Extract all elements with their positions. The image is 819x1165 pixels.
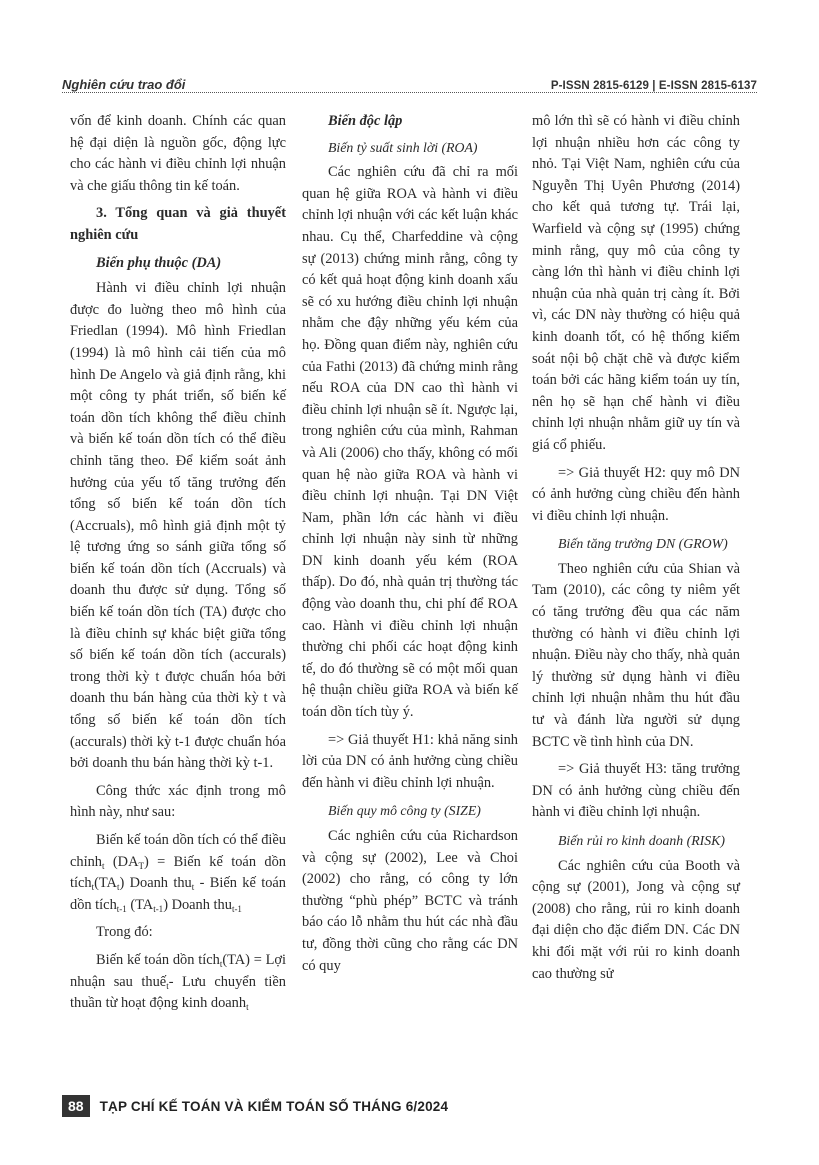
- header-divider: [62, 92, 757, 93]
- paragraph: Các nghiên cứu của Richardson và cộng sự (2002), Lee và Choi (2002) cho rằng, có công ty lớn thường “phù phép” BCTC và tránh báo cáo lỗ nhằm thu hút các nhà đầu tư, đồng thời cũng cho rằng các DN có quy: [302, 828, 518, 974]
- page-number: 88: [62, 1095, 90, 1117]
- paragraph: Trong đó:: [96, 924, 153, 941]
- column-2: [302, 111, 518, 983]
- hypothesis-h1: => Giả thuyết H1: khả năng sinh lời của DN có ảnh hưởng cùng chiều đến hành vi điều chỉnh lợi nhuận.: [302, 731, 518, 791]
- subheading-roa: Biến tỷ suất sinh lời (ROA): [328, 139, 478, 155]
- paragraph: Theo nghiên cứu của Shian và Tam (2010), các công ty niêm yết có tăng trưởng đều qua các năm thường có hành vi điều chỉnh lợi nhuận. Điều này cho thấy, nhà quản lý thường sử dụng hành vi điều chỉnh lợi nhuận nhằm thu hút đầu tư và đánh lừa người sử dụng BCTC về tình hình của DN.: [532, 560, 740, 750]
- subheading-grow: Biến tăng trưởng DN (GROW): [558, 536, 728, 552]
- journal-title: TẠP CHÍ KẾ TOÁN VÀ KIỂM TOÁN SỐ THÁNG 6/2024: [99, 1098, 449, 1114]
- column-3: [532, 111, 740, 991]
- paragraph: mô lớn thì sẽ có hành vi điều chỉnh lợi nhuận nhiều hơn các công ty nhỏ. Tại Việt Nam, nghiên cứu của Nguyễn Thị Uyên Phương (2014) cho kết quả tương tự. Trái lại, Warfield và cộng sự (1995) chứng minh rằng, quy mô của công ty càng lớn thì hành vi điều chỉnh lợi nhuận của nhà quản trị càng ít. Bởi vì, các DN này thường có hiệu quả kinh doanh tốt, có hệ thống kiểm soát nội bộ chặt chẽ và được kiểm toán bởi các hãng kiểm toán uy tín, nên họ sẽ hạn chế hành vi điều chỉnh lợi nhuận nhằm giữ uy tín và giá cổ phiếu.: [532, 113, 740, 453]
- paragraph: vốn để kinh doanh. Chính các quan hệ đại diện là nguồn gốc, động lực cho các hành vi điều chỉnh lợi nhuận và che giấu thông tin kế toán.: [70, 113, 286, 194]
- subheading-risk: Biến rủi ro kinh doanh (RISK): [558, 833, 725, 848]
- section-label: Nghiên cứu trao đổi: [62, 77, 186, 92]
- hypothesis-h3: => Giả thuyết H3: tăng trưởng DN có ảnh hưởng cùng chiều đến hành vi điều chỉnh lợi nhuận.: [532, 761, 740, 821]
- subheading-size: Biến quy mô công ty (SIZE): [328, 803, 481, 819]
- hypothesis-h2: => Giả thuyết H2: quy mô DN có ảnh hưởng cùng chiều đến hành vi điều chỉnh lợi nhuận.: [532, 464, 740, 524]
- paragraph: Công thức xác định trong mô hình này, như sau:: [70, 782, 286, 821]
- paragraph: Các nghiên cứu của Booth và cộng sự (2001), Jong và cộng sự (2008) cho rằng, rủi ro kinh doanh đại diện cho đặc điểm DN. Các DN khi đối mặt với rủi ro kinh doanh cao thường sử: [532, 857, 740, 982]
- subheading-independent-variables: Biến độc lập: [328, 113, 403, 129]
- section-heading: 3. Tổng quan và giả thuyết nghiên cứu: [70, 205, 286, 243]
- formula-da: Biến kế toán dồn tích có thể điều chỉnh$_t$ $(DA_T)$ = Biến kế toán dồn $tích_t(TA_t)$ Doanh thu$_t$ - Biến kế toán dồn tích$_{t-1}$ $(TA_{t-1})$ Doanh thu$_{t-1}$: [70, 832, 286, 914]
- running-footer: [62, 1094, 448, 1118]
- column-1: [70, 111, 286, 1021]
- issn-label: P-ISSN 2815-6129 | E-ISSN 2815-6137: [550, 80, 757, 92]
- subheading-dependent-variable: Biến phụ thuộc (DA): [96, 254, 222, 271]
- running-header: [62, 62, 757, 92]
- paragraph: Hành vi điều chỉnh lợi nhuận được đo luờng theo mô hình của Friedlan (1994). Mô hình Friedlan (1994) là mô hình cải tiến của mô hình De Angelo và giả định rằng, khi một công ty phát triển, số biến kế toán dồn tích không thể điều chỉnh và biến kế toán dồn tích có thể điều chỉnh tăng theo. Để kiểm soát ảnh hưởng của yếu tố tăng trưởng đến tổng số biến kế toán dồn tích (Accruals), mô hình giả định một tỷ lệ tương ứng so sánh giữa tổng số biến kế toán dồn tích (Accruals) và doanh thu được sử dụng. Tổng số biến kế toán dồn tích (TA) được cho là điều chỉnh sự khác biệt giữa tổng số biến kế toán dồn tích (accurals) trong thời kỳ t được chuẩn hóa bởi doanh thu bán hàng của thời kỳ t và tổng số biến kế toán dồn tích (accurals) thời kỳ t-1 được chuẩn hóa bởi doanh thu bán hàng thời kỳ t-1.: [70, 280, 286, 772]
- formula-ta: Biến kế toán dồn tích$_t$(TA) = Lợi nhuận sau thuế$_t$- Lưu chuyển tiền thuần từ hoạt động kinh doanh$_t$: [70, 951, 287, 1013]
- paragraph: Các nghiên cứu đã chỉ ra mối quan hệ giữa ROA và hành vi điều chỉnh lợi nhuận với các kết luận khác nhau. Cụ thể, Charfeddine và cộng sự (2013) chứng minh rằng, công ty có kết quả hoạt động kinh doanh xấu sẽ có xu hướng điều chỉnh lợi nhuận nhằm che đậy những yếu kém của họ. Đồng quan điểm này, nghiên cứu của Fathi (2013) đã chứng minh rằng nếu ROA của DN cao thì hành vi điều chỉnh lợi nhuận sẽ ít. Ngược lại, trong nghiên cứu của mình, Rahman và Ali (2006) cho thấy, không có mối quan hệ nào giữa ROA và hành vi điều chỉnh lợi nhuận. Tại DN Việt Nam, phần lớn các hành vi điều chỉnh lợi nhuận này sinh từ những DN kinh doanh yếu kém (ROA thấp). Do đó, nhà quản trị thường tác động vào doanh thu, chi phí để ROA cao. Hành vi điều chỉnh lợi nhuận thường chi phối các hoạt động kinh tế, do đó thường sẽ có một mối quan hệ thuận chiều giữa ROA và biến kế toán dồn tích tùy ý.: [302, 164, 518, 721]
